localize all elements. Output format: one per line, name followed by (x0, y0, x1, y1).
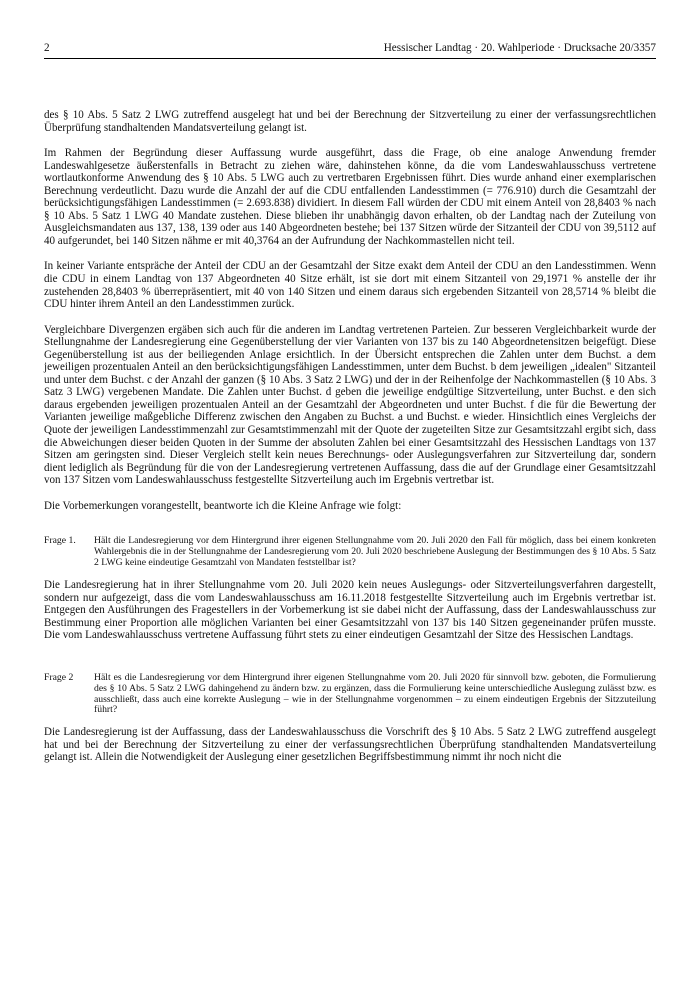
paragraph: Vergleichbare Divergenzen ergäben sich auch für die anderen im Landtag vertretenen Parteien. Zur besseren Vergleichbarkeit wurde der Stellungnahme der Landesregierung eine Gegenüberstellung der vier Varianten von 137 bis zu 140 Abgeordnetensitzen beigefügt. Diese Gegenüberstellung ist aus der beiliegenden Anlage ersichtlich. In der Übersicht entsprechen die Zahlen unter dem Buchst. a dem jeweiligen prozentualen Anteil an den berücksichtigungsfähigen Landesstimmen, unter dem Buchst. b dem jeweiligen „idealen" Sitzanteil und unter dem Buchst. c der Anzahl der ganzen (§ 10 Abs. 3 Satz 2 LWG) und der in der Reihenfolge der Nachkommastellen (§ 10 Abs. 3 Satz 3 LWG) vergebenen Mandate. Die Zahlen unter Buchst. d geben die jeweilige endgültige Sitzverteilung, unter Buchst. e den sich daraus ergebenden jeweiligen prozentualen Anteil an der Gesamtzahl der Abgeordneten und unter Buchst. f die für die Bewertung der Varianten jeweilige maßgebliche Differenz zwischen den Angaben zu Buchst. a und Buchst. e wieder. Hinsichtlich eines Vergleichs der Quote der jeweiligen Landesstimmenzahl zur Gesamtstimmenzahl mit der Quote der zugeteilten Sitze zur Gesamtsitzzahl ergibt sich, dass die Abweichungen dieser beiden Quoten in der Summe der absoluten Zahlen bei einer Gesamtsitzzahl des Hessischen Landtags von 137 Sitzen am geringsten sind. Dieser Vergleich stellt kein neues Berechnungs- oder Auslegungsverfahren zur Sitzverteilung dar, sondern dient lediglich als Begründung für die von der Landesregierung vertretenen Auffassung, dass die auf der Grundlage einer Gesamtsitzzahl von 137 Sitzen vom Landeswahlausschuss festgestellte Sitzverteilung auch im Ergebnis vertretbar ist. (44, 323, 656, 487)
paragraph-intro: Die Vorbemerkungen vorangestellt, beantworte ich die Kleine Anfrage wie folgt: (44, 499, 402, 512)
paragraph: In keiner Variante entspräche der Anteil der CDU an der Gesamtzahl der Sitze exakt dem Anteil der CDU an den Landesstimmen. Wenn die CDU in einem Landtag von 137 Abgeordneten 40 Sitze erhält, ist sie dort mit einem Sitzanteil von 29,1971 % anstelle der ihr zustehenden 28,8403 % überrepräsentiert, mit 40 von 140 Sitzen und einem daraus sich ergebenden Sitzanteil von 28,5714 % bleibt die CDU hinter ihrem Anteil an den Landesstimmen zurück. (44, 260, 656, 311)
question-label: Frage 2 (44, 671, 74, 683)
answer-paragraph: Die Landesregierung ist der Auffassung, dass der Landeswahlausschuss die Vorschrift des § 10 Abs. 5 Satz 2 LWG zutreffend ausgelegt hat und bei der Berechnung der Sitzverteilung zu einer der verfassungsrechtlichen Überprüfung standhaltenden Mandatsverteilung gelangt ist. Allein die Notwendigkeit der Auslegung einer gesetzlichen Begriffsbestimmung nimmt ihr noch nicht die (44, 726, 656, 764)
paragraph: Im Rahmen der Begründung dieser Auffassung wurde ausgeführt, dass die Frage, ob eine analoge Anwendung fremder Landeswahlgesetze äußerstenfalls in Betracht zu ziehen wäre, dahinstehen könne, da die vom Landeswahlausschuss vertretene wortlautkonforme Anwendung des § 10 Abs. 5 LWG auch zu vertretbaren Ergebnissen führt. Dies wurde anhand einer exemplarischen Berechnung verdeutlicht. Dazu wurde die Anzahl der auf die CDU entfallenden Landesstimmen (= 776.910) durch die Gesamtzahl der berücksichtigungsfähigen Landesstimmen (= 2.693.838) dividiert. In diesem Fall würden der CDU mit einem Anteil von 28,8403 % nach § 10 Abs. 5 Satz 1 LWG 40 Mandate zustehen. Diese blieben ihr unabhängig davon erhalten, ob der Landtag nach der Zuteilung von Ausgleichsmandaten aus 137, 138, 139 oder aus 140 Abgeordneten bestehe; bei 137 Sitzen würde der Sitzanteil der CDU von 39,5112 auf 40 aufgerundet, bei 140 Sitzen nähme er mit 40,3764 an der Aufrundung der Nachkommastellen nicht teil. (44, 147, 656, 247)
question-text: Hält die Landesregierung vor dem Hintergrund ihrer eigenen Stellungnahme vom 20. Juli 2020 den Fall für möglich, dass bei einem konkreten Wahlergebnis die in der Stellungnahme der Landesregierung vom 20. Juli 2020 beschriebene Auslegung der Bestimmungen des § 10 Abs. 5 Satz 2 LWG keine eindeutige Gesamtzahl von Mandaten feststellbar ist? (94, 535, 656, 569)
paragraph: des § 10 Abs. 5 Satz 2 LWG zutreffend ausgelegt hat und bei der Berechnung der Sitzverteilung zu einer der verfassungsrechtlichen Überprüfung standhaltenden Mandatsverteilung gelangt ist. (44, 109, 656, 134)
page-number: 2 (44, 42, 50, 54)
document-page (44, 40, 656, 764)
page-header (44, 40, 656, 59)
question-block (44, 536, 656, 569)
answer-paragraph: Die Landesregierung hat in ihrer Stellungnahme vom 20. Juli 2020 kein neues Auslegungs- oder Sitzverteilungsverfahren dargestellt, sondern nur aufgezeigt, dass die vom Landeswahlausschuss am 16.11.2018 festgestellte Sitzverteilung auch im Ergebnis vertretbar ist. Entgegen den Ausführungen des Fragestellers in der Vorbemerkung ist sie dabei nicht der Auffassung, dass der Landeswahlausschuss zur Bestimmung einer Proportion alle möglichen Varianten bei einer Gesamtsitzzahl von 137 bis 140 Sitzen gegeneinander prüfen musste. Die vom Landeswahlausschuss vertretene Auffassung führt stets zu einer eindeutigen Gesamtzahl der Sitze des Hessischen Landtags. (44, 579, 656, 642)
question-label: Frage 1. (44, 535, 76, 547)
running-head: Hessischer Landtag · 20. Wahlperiode · Drucksache 20/3357 (383, 42, 656, 54)
question-text: Hält es die Landesregierung vor dem Hintergrund ihrer eigenen Stellungnahme vom 20. Juli 2020 für sinnvoll bzw. geboten, die Formulierung des § 10 Abs. 5 Satz 2 LWG dahingehend zu ändern bzw. zu ergänzen, dass die Formulierung keine unterschiedliche Auslegung zulässt bzw. es ausschließt, dass auch eine korrekte Auslegung – wie in der Stellungnahme vorgenommen – zu einem eindeutigen Ergebnis der Sitzzuteilung führt? (94, 671, 656, 716)
question-block (44, 673, 656, 717)
